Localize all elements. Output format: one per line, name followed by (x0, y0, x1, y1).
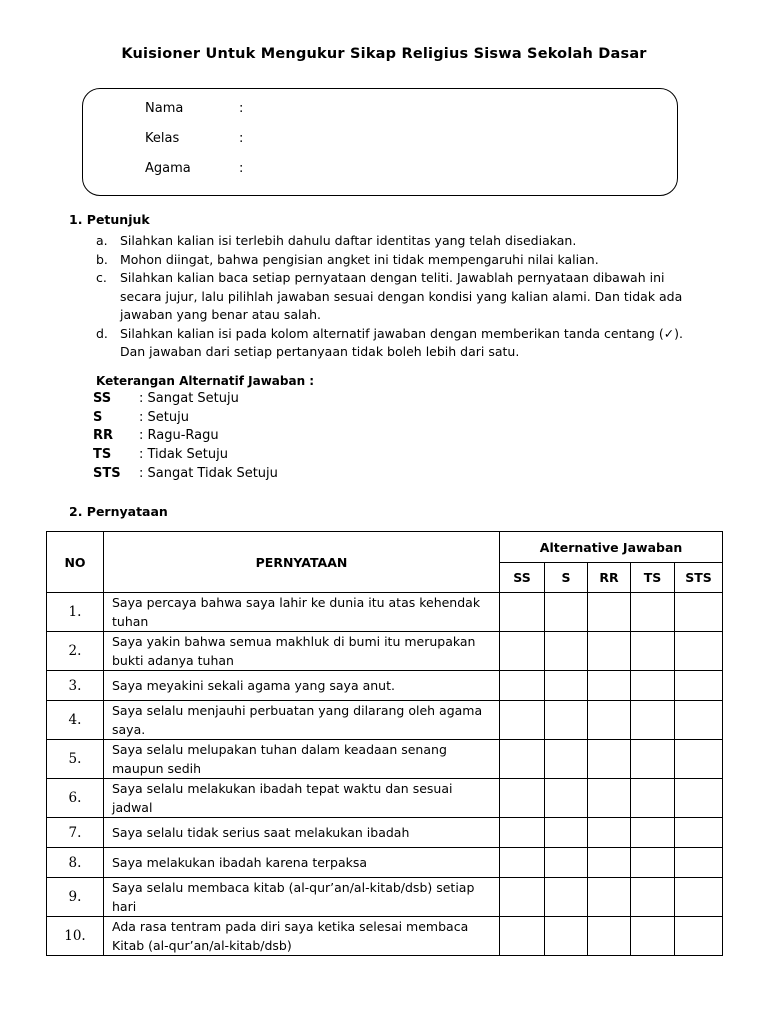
instruction-list (96, 232, 706, 362)
row-number: 8. (47, 848, 104, 878)
answer-cell-ts[interactable] (631, 671, 675, 701)
questionnaire-table (46, 531, 723, 956)
legend-code: RR (93, 428, 114, 443)
identity-colon: : (239, 131, 244, 146)
instruction-item (96, 269, 706, 325)
row-number: 5. (47, 740, 104, 779)
row-number: 1. (47, 593, 104, 632)
legend-code: SS (93, 391, 112, 406)
legend-row (93, 410, 189, 425)
table-row (47, 740, 723, 779)
table-row (47, 779, 723, 818)
instruction-letter: c. (96, 270, 107, 285)
answer-cell-rr[interactable] (588, 818, 631, 848)
answer-cell-sts[interactable] (675, 917, 723, 956)
answer-cell-ts[interactable] (631, 779, 675, 818)
answer-cell-rr[interactable] (588, 671, 631, 701)
header-statement: PERNYATAAN (104, 532, 500, 593)
answer-cell-rr[interactable] (588, 632, 631, 671)
answer-cell-sts[interactable] (675, 671, 723, 701)
answer-cell-ss[interactable] (500, 917, 545, 956)
answer-cell-ss[interactable] (500, 818, 545, 848)
legend-title: Keterangan Alternatif Jawaban : (96, 374, 315, 388)
answer-cell-ts[interactable] (631, 917, 675, 956)
answer-cell-s[interactable] (545, 740, 588, 779)
row-number: 9. (47, 878, 104, 917)
legend-desc: : Sangat Setuju (139, 391, 239, 406)
row-statement: Saya selalu tidak serius saat melakukan ibadah (104, 818, 500, 848)
table-row (47, 917, 723, 956)
answer-cell-rr[interactable] (588, 593, 631, 632)
answer-cell-ss[interactable] (500, 593, 545, 632)
answer-cell-s[interactable] (545, 632, 588, 671)
legend-row (93, 391, 239, 406)
answer-cell-sts[interactable] (675, 593, 723, 632)
answer-cell-rr[interactable] (588, 878, 631, 917)
table-row (47, 701, 723, 740)
table-row (47, 818, 723, 848)
answer-cell-s[interactable] (545, 671, 588, 701)
answer-cell-s[interactable] (545, 878, 588, 917)
row-number: 4. (47, 701, 104, 740)
answer-cell-ts[interactable] (631, 740, 675, 779)
answer-cell-ts[interactable] (631, 848, 675, 878)
legend-code: TS (93, 447, 112, 462)
table-row (47, 593, 723, 632)
instruction-text: Silahkan kalian isi pada kolom alternatif jawaban dengan memberikan tanda centang (✓). Dan jawaban dari setiap pertanyaan tidak boleh lebih dari satu. (120, 325, 684, 359)
section-heading-petunjuk: 1. Petunjuk (69, 212, 150, 227)
answer-cell-ss[interactable] (500, 740, 545, 779)
instruction-letter: b. (96, 251, 108, 267)
answer-cell-ts[interactable] (631, 878, 675, 917)
answer-cell-ts[interactable] (631, 632, 675, 671)
answer-cell-ss[interactable] (500, 701, 545, 740)
page-title: Kuisioner Untuk Mengukur Sikap Religius Siswa Sekolah Dasar (121, 46, 647, 62)
instruction-text: Mohon diingat, bahwa pengisian angket ini tidak mempengaruhi nilai kalian. (120, 251, 599, 267)
row-statement: Saya melakukan ibadah karena terpaksa (104, 848, 500, 878)
header-option-sts: STS (675, 563, 723, 593)
row-statement: Ada rasa tentram pada diri saya ketika selesai membaca Kitab (al-qur’an/al-kitab/dsb) (104, 917, 500, 956)
answer-cell-rr[interactable] (588, 917, 631, 956)
answer-cell-rr[interactable] (588, 740, 631, 779)
instruction-letter: d. (96, 325, 108, 341)
answer-cell-s[interactable] (545, 848, 588, 878)
header-option-s: S (545, 563, 588, 593)
row-number: 7. (47, 818, 104, 848)
answer-cell-s[interactable] (545, 917, 588, 956)
row-statement: Saya yakin bahwa semua makhluk di bumi itu merupakan bukti adanya tuhan (104, 632, 500, 671)
row-statement: Saya meyakini sekali agama yang saya anut. (104, 671, 500, 701)
row-number: 3. (47, 671, 104, 701)
answer-cell-sts[interactable] (675, 818, 723, 848)
answer-cell-ts[interactable] (631, 818, 675, 848)
answer-cell-rr[interactable] (588, 701, 631, 740)
answer-cell-s[interactable] (545, 779, 588, 818)
identity-label: Agama (145, 161, 191, 176)
row-number: 6. (47, 779, 104, 818)
answer-cell-s[interactable] (545, 818, 588, 848)
legend-row (93, 428, 219, 443)
answer-cell-sts[interactable] (675, 848, 723, 878)
identity-colon: : (239, 161, 244, 176)
table-row (47, 671, 723, 701)
identity-row-kelas[interactable] (145, 131, 243, 146)
identity-label: Kelas (145, 131, 180, 146)
row-statement: Saya selalu membaca kitab (al-qur’an/al-kitab/dsb) setiap hari (104, 878, 500, 917)
answer-cell-sts[interactable] (675, 632, 723, 671)
legend-desc: : Setuju (139, 410, 189, 425)
instruction-text: Silahkan kalian baca setiap pernyataan dengan teliti. Jawablah pernyataan dibawah ini secara jujur, lalu pilihlah jawaban sesuai dengan kondisi yang kalian alami. Dan tidak ada jawaban yang benar atau salah. (120, 270, 683, 322)
answer-cell-sts[interactable] (675, 701, 723, 740)
instruction-text: Silahkan kalian isi terlebih dahulu daftar identitas yang telah disediakan. (120, 233, 577, 248)
legend-code: STS (93, 466, 121, 481)
identity-box (82, 88, 678, 196)
answer-cell-s[interactable] (545, 701, 588, 740)
header-option-ts: TS (631, 563, 675, 593)
answer-cell-sts[interactable] (675, 740, 723, 779)
row-statement: Saya selalu menjauhi perbuatan yang dilarang oleh agama saya. (104, 701, 500, 740)
identity-colon: : (239, 101, 244, 116)
instruction-item (96, 251, 706, 270)
answer-cell-ss[interactable] (500, 671, 545, 701)
table-row (47, 878, 723, 917)
answer-cell-s[interactable] (545, 593, 588, 632)
header-option-rr: RR (588, 563, 631, 593)
instruction-letter: a. (96, 233, 108, 248)
identity-row-nama[interactable] (145, 101, 243, 116)
table-row (47, 632, 723, 671)
answer-cell-sts[interactable] (675, 779, 723, 818)
header-no: NO (47, 532, 104, 593)
answer-cell-rr[interactable] (588, 848, 631, 878)
legend-row (93, 447, 228, 462)
answer-cell-ts[interactable] (631, 701, 675, 740)
row-statement: Saya selalu melakukan ibadah tepat waktu dan sesuai jadwal (104, 779, 500, 818)
answer-cell-sts[interactable] (675, 878, 723, 917)
legend-desc: : Ragu-Ragu (139, 428, 219, 443)
legend-desc: : Sangat Tidak Setuju (139, 466, 278, 481)
section-heading-pernyataan: 2. Pernyataan (69, 504, 168, 519)
header-alternative-answers: Alternative Jawaban (500, 532, 723, 563)
table-row (47, 848, 723, 878)
answer-cell-ts[interactable] (631, 593, 675, 632)
identity-row-agama[interactable] (145, 161, 243, 176)
row-number: 2. (47, 632, 104, 671)
instruction-item (96, 325, 706, 362)
legend-row (93, 466, 278, 481)
instruction-item (96, 232, 706, 251)
header-option-ss: SS (500, 563, 545, 593)
answer-cell-rr[interactable] (588, 779, 631, 818)
answer-cell-ss[interactable] (500, 632, 545, 671)
answer-cell-ss[interactable] (500, 779, 545, 818)
row-number: 10. (47, 917, 104, 956)
identity-label: Nama (145, 101, 184, 116)
row-statement: Saya selalu melupakan tuhan dalam keadaan senang maupun sedih (104, 740, 500, 779)
answer-cell-ss[interactable] (500, 848, 545, 878)
legend-code: S (93, 410, 103, 425)
legend-desc: : Tidak Setuju (139, 447, 228, 462)
answer-cell-ss[interactable] (500, 878, 545, 917)
row-statement: Saya percaya bahwa saya lahir ke dunia itu atas kehendak tuhan (104, 593, 500, 632)
